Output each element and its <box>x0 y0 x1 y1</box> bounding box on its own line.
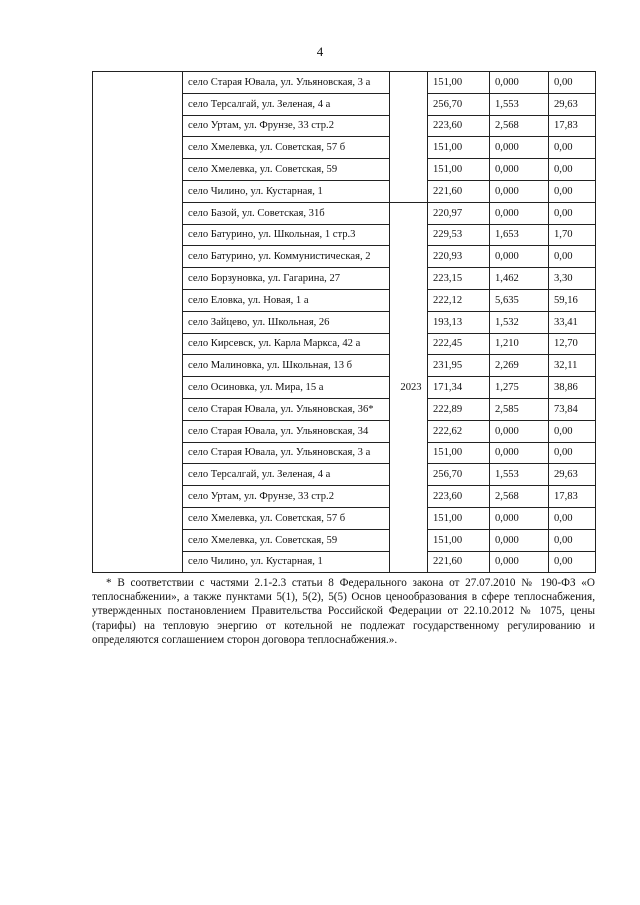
value-cell-1: 222,12 <box>428 289 490 311</box>
value-cell-2: 0,000 <box>490 507 549 529</box>
value-cell-2: 0,000 <box>490 529 549 551</box>
address-cell: село Старая Ювала, ул. Ульяновская, 34 <box>183 420 390 442</box>
value-cell-1: 220,97 <box>428 202 490 224</box>
value-cell-1: 222,62 <box>428 420 490 442</box>
value-cell-3: 0,00 <box>549 442 596 464</box>
value-cell-1: 151,00 <box>428 507 490 529</box>
value-cell-1: 151,00 <box>428 72 490 94</box>
address-cell: село Чилино, ул. Кустарная, 1 <box>183 180 390 202</box>
page-number: 4 <box>316 44 324 59</box>
tariff-table <box>92 71 596 573</box>
table-row <box>93 72 596 94</box>
value-cell-3: 32,11 <box>549 355 596 377</box>
year-cell-empty <box>390 72 428 203</box>
value-cell-1: 151,00 <box>428 159 490 181</box>
value-cell-2: 0,000 <box>490 137 549 159</box>
address-cell: село Хмелевка, ул. Советская, 57 б <box>183 137 390 159</box>
address-cell: село Батурино, ул. Коммунистическая, 2 <box>183 246 390 268</box>
value-cell-2: 1,210 <box>490 333 549 355</box>
address-cell: село Малиновка, ул. Школьная, 13 б <box>183 355 390 377</box>
value-cell-2: 0,000 <box>490 202 549 224</box>
value-cell-1: 151,00 <box>428 137 490 159</box>
value-cell-3: 0,00 <box>549 72 596 94</box>
address-cell: село Терсалгай, ул. Зеленая, 4 а <box>183 464 390 486</box>
value-cell-3: 73,84 <box>549 398 596 420</box>
value-cell-1: 229,53 <box>428 224 490 246</box>
value-cell-2: 0,000 <box>490 246 549 268</box>
address-cell: село Базой, ул. Советская, 31б <box>183 202 390 224</box>
value-cell-2: 1,532 <box>490 311 549 333</box>
footnote-text: * В соответствии с частями 2.1-2.3 статьи 8 Федерального закона от 27.07.2010 № 190-ФЗ «О теплоснабжении», а также пунктами 5(1), 5(2), 5(5) Основ ценообразования в сфере теплоснабжения, утвержденных постановлением Правительства Российской Федерации от 22.10.2012 № 1075, цены (тарифы) на тепловую энергию от котельной не подлежат государственному регулированию и определяются соглашением сторон договора теплоснабжения.». <box>92 577 595 646</box>
address-cell: село Уртам, ул. Фрунзе, 33 стр.2 <box>183 486 390 508</box>
value-cell-3: 1,70 <box>549 224 596 246</box>
address-cell: село Осиновка, ул. Мира, 15 а <box>183 377 390 399</box>
value-cell-1: 223,15 <box>428 268 490 290</box>
value-cell-1: 256,70 <box>428 93 490 115</box>
value-cell-2: 0,000 <box>490 180 549 202</box>
address-cell: село Хмелевка, ул. Советская, 59 <box>183 529 390 551</box>
address-cell: село Старая Ювала, ул. Ульяновская, 36* <box>183 398 390 420</box>
value-cell-1: 151,00 <box>428 529 490 551</box>
value-cell-2: 1,553 <box>490 93 549 115</box>
value-cell-2: 0,000 <box>490 551 549 573</box>
address-cell: село Уртам, ул. Фрунзе, 33 стр.2 <box>183 115 390 137</box>
value-cell-2: 1,462 <box>490 268 549 290</box>
value-cell-1: 256,70 <box>428 464 490 486</box>
value-cell-2: 1,653 <box>490 224 549 246</box>
footnote <box>92 576 595 647</box>
tariff-table-body <box>93 72 596 573</box>
value-cell-3: 3,30 <box>549 268 596 290</box>
value-cell-3: 33,41 <box>549 311 596 333</box>
value-cell-1: 151,00 <box>428 442 490 464</box>
value-cell-3: 38,86 <box>549 377 596 399</box>
address-cell: село Кирсевск, ул. Карла Маркса, 42 а <box>183 333 390 355</box>
address-cell: село Борзуновка, ул. Гагарина, 27 <box>183 268 390 290</box>
value-cell-1: 231,95 <box>428 355 490 377</box>
value-cell-2: 2,568 <box>490 115 549 137</box>
address-cell: село Хмелевка, ул. Советская, 57 б <box>183 507 390 529</box>
value-cell-3: 0,00 <box>549 180 596 202</box>
address-cell: село Зайцево, ул. Школьная, 26 <box>183 311 390 333</box>
address-cell: село Батурино, ул. Школьная, 1 стр.3 <box>183 224 390 246</box>
value-cell-2: 2,269 <box>490 355 549 377</box>
year-cell: 2023 <box>390 202 428 573</box>
value-cell-1: 220,93 <box>428 246 490 268</box>
value-cell-3: 17,83 <box>549 486 596 508</box>
value-cell-3: 0,00 <box>549 137 596 159</box>
value-cell-3: 0,00 <box>549 202 596 224</box>
value-cell-2: 0,000 <box>490 442 549 464</box>
value-cell-3: 59,16 <box>549 289 596 311</box>
value-cell-1: 222,89 <box>428 398 490 420</box>
value-cell-2: 2,585 <box>490 398 549 420</box>
address-cell: село Хмелевка, ул. Советская, 59 <box>183 159 390 181</box>
value-cell-1: 222,45 <box>428 333 490 355</box>
value-cell-3: 0,00 <box>549 551 596 573</box>
blank-cell <box>93 72 183 573</box>
value-cell-2: 0,000 <box>490 72 549 94</box>
value-cell-3: 0,00 <box>549 507 596 529</box>
value-cell-3: 12,70 <box>549 333 596 355</box>
value-cell-2: 2,568 <box>490 486 549 508</box>
address-cell: село Терсалгай, ул. Зеленая, 4 а <box>183 93 390 115</box>
value-cell-3: 0,00 <box>549 420 596 442</box>
value-cell-3: 29,63 <box>549 464 596 486</box>
value-cell-2: 5,635 <box>490 289 549 311</box>
value-cell-3: 0,00 <box>549 159 596 181</box>
value-cell-1: 221,60 <box>428 180 490 202</box>
value-cell-2: 1,275 <box>490 377 549 399</box>
value-cell-2: 0,000 <box>490 420 549 442</box>
value-cell-1: 171,34 <box>428 377 490 399</box>
value-cell-3: 29,63 <box>549 93 596 115</box>
value-cell-1: 223,60 <box>428 115 490 137</box>
value-cell-2: 0,000 <box>490 159 549 181</box>
value-cell-3: 0,00 <box>549 246 596 268</box>
address-cell: село Старая Ювала, ул. Ульяновская, 3 а <box>183 442 390 464</box>
value-cell-1: 223,60 <box>428 486 490 508</box>
address-cell: село Старая Ювала, ул. Ульяновская, 3 а <box>183 72 390 94</box>
address-cell: село Чилино, ул. Кустарная, 1 <box>183 551 390 573</box>
value-cell-2: 1,553 <box>490 464 549 486</box>
value-cell-1: 193,13 <box>428 311 490 333</box>
value-cell-3: 17,83 <box>549 115 596 137</box>
value-cell-3: 0,00 <box>549 529 596 551</box>
value-cell-1: 221,60 <box>428 551 490 573</box>
address-cell: село Еловка, ул. Новая, 1 а <box>183 289 390 311</box>
